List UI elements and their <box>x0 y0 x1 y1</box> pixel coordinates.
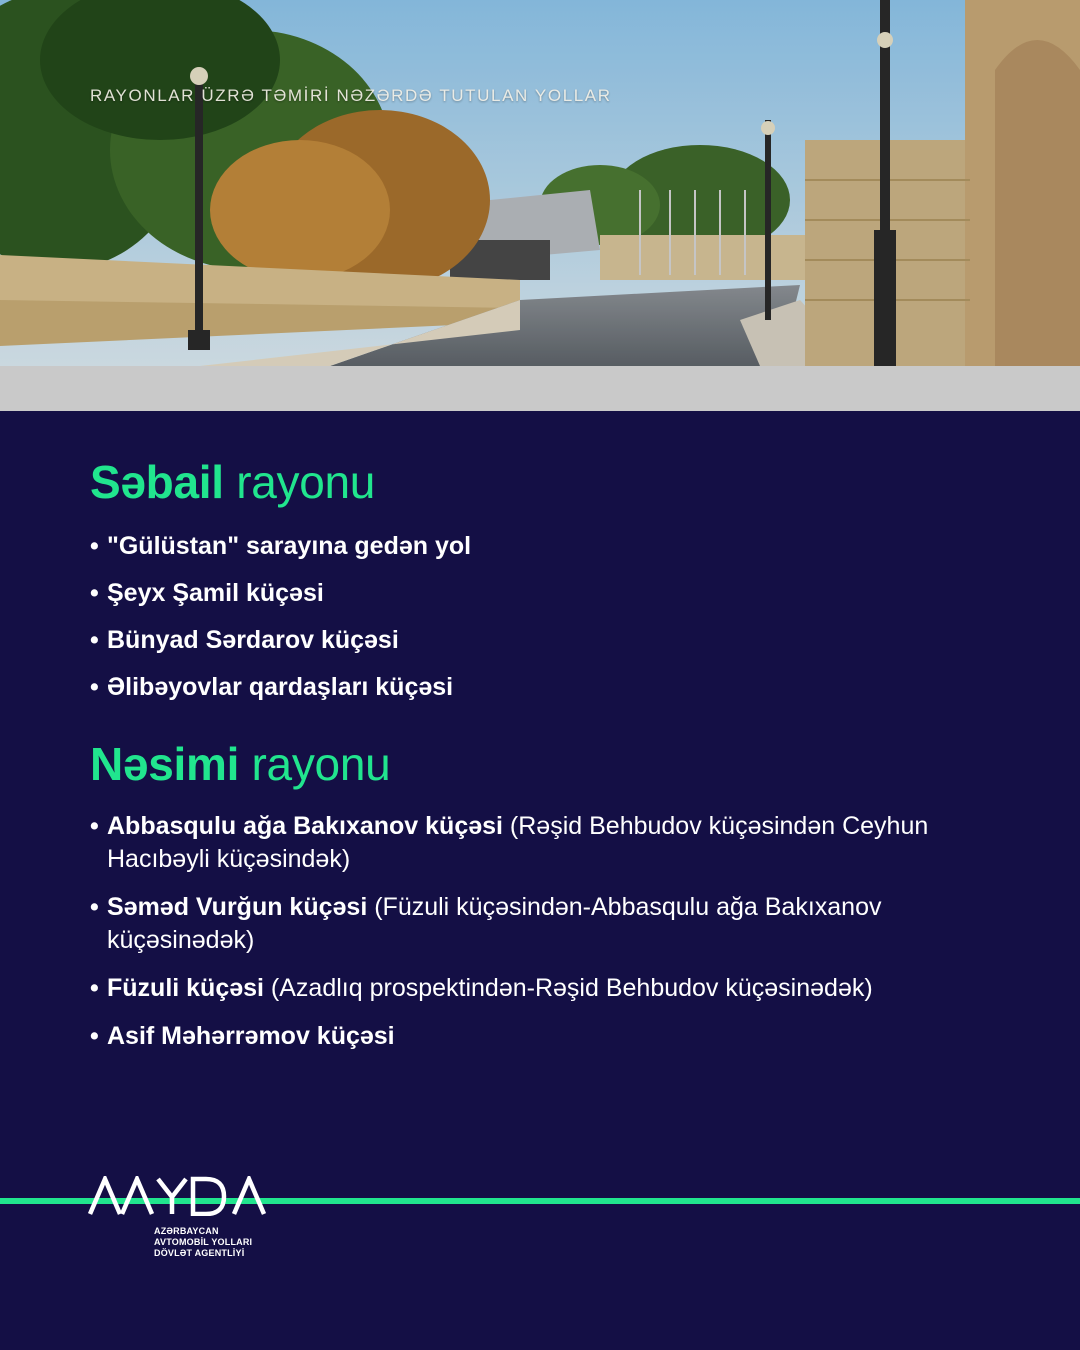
street-photo <box>0 0 1080 366</box>
road-note: (Azadlıq prospektindən-Rəşid Behbudov küçəsinədək) <box>263 974 873 1002</box>
photo-bottom-band <box>0 366 1080 411</box>
section-title-rest: rayonu <box>223 456 376 508</box>
logo-sub-line: AVTOMOBİL YOLLARI <box>154 1237 253 1247</box>
section-title-sebail <box>90 455 375 509</box>
road-name: Bünyad Sərdarov küçəsi <box>107 626 399 654</box>
list-item <box>90 577 471 610</box>
section-title-nesimi <box>90 737 390 791</box>
road-name: Şeyx Şamil küçəsi <box>107 579 324 607</box>
section-title-bold: Səbail <box>90 456 224 508</box>
list-item <box>90 810 937 876</box>
road-name: Asif Məhərrəmov küçəsi <box>107 1022 395 1050</box>
road-name: "Gülüstan" sarayına gedən yol <box>107 532 472 560</box>
section-title-rest: rayonu <box>239 738 391 790</box>
page-caption: RAYONLAR ÜZRƏ TƏMİRİ NƏZƏRDƏ TUTULAN YOLLAR <box>90 86 612 105</box>
logo-sub-line: AZƏRBAYCAN <box>154 1226 219 1236</box>
road-name: Füzuli küçəsi <box>107 974 264 1002</box>
logo-subtitle <box>154 1226 252 1259</box>
list-item <box>90 530 471 563</box>
list-item <box>90 891 937 957</box>
logo-sub-line: DÖVLƏT AGENTLİYİ <box>154 1248 245 1258</box>
road-name: Abbasqulu ağa Bakıxanov küçəsi <box>107 812 503 840</box>
road-name: Əlibəyovlar qardaşları küçəsi <box>107 673 454 701</box>
list-item <box>90 1020 937 1053</box>
road-list-sebail <box>90 530 471 718</box>
section-title-bold: Nəsimi <box>90 738 240 790</box>
list-item <box>90 671 471 704</box>
road-note: (Rəşid Behbudov küçəsindən Ceyhun Hacıbəyli küçəsindək) <box>107 812 929 873</box>
road-list-nesimi <box>90 810 937 1068</box>
list-item <box>90 972 937 1005</box>
road-name: Səməd Vurğun küçəsi <box>107 893 368 921</box>
aayda-logo <box>88 1176 272 1216</box>
street-photo-illustration <box>0 0 1080 366</box>
list-item <box>90 624 471 657</box>
road-note: (Füzuli küçəsindən-Abbasqulu ağa Bakıxanov küçəsinədək) <box>107 893 882 954</box>
